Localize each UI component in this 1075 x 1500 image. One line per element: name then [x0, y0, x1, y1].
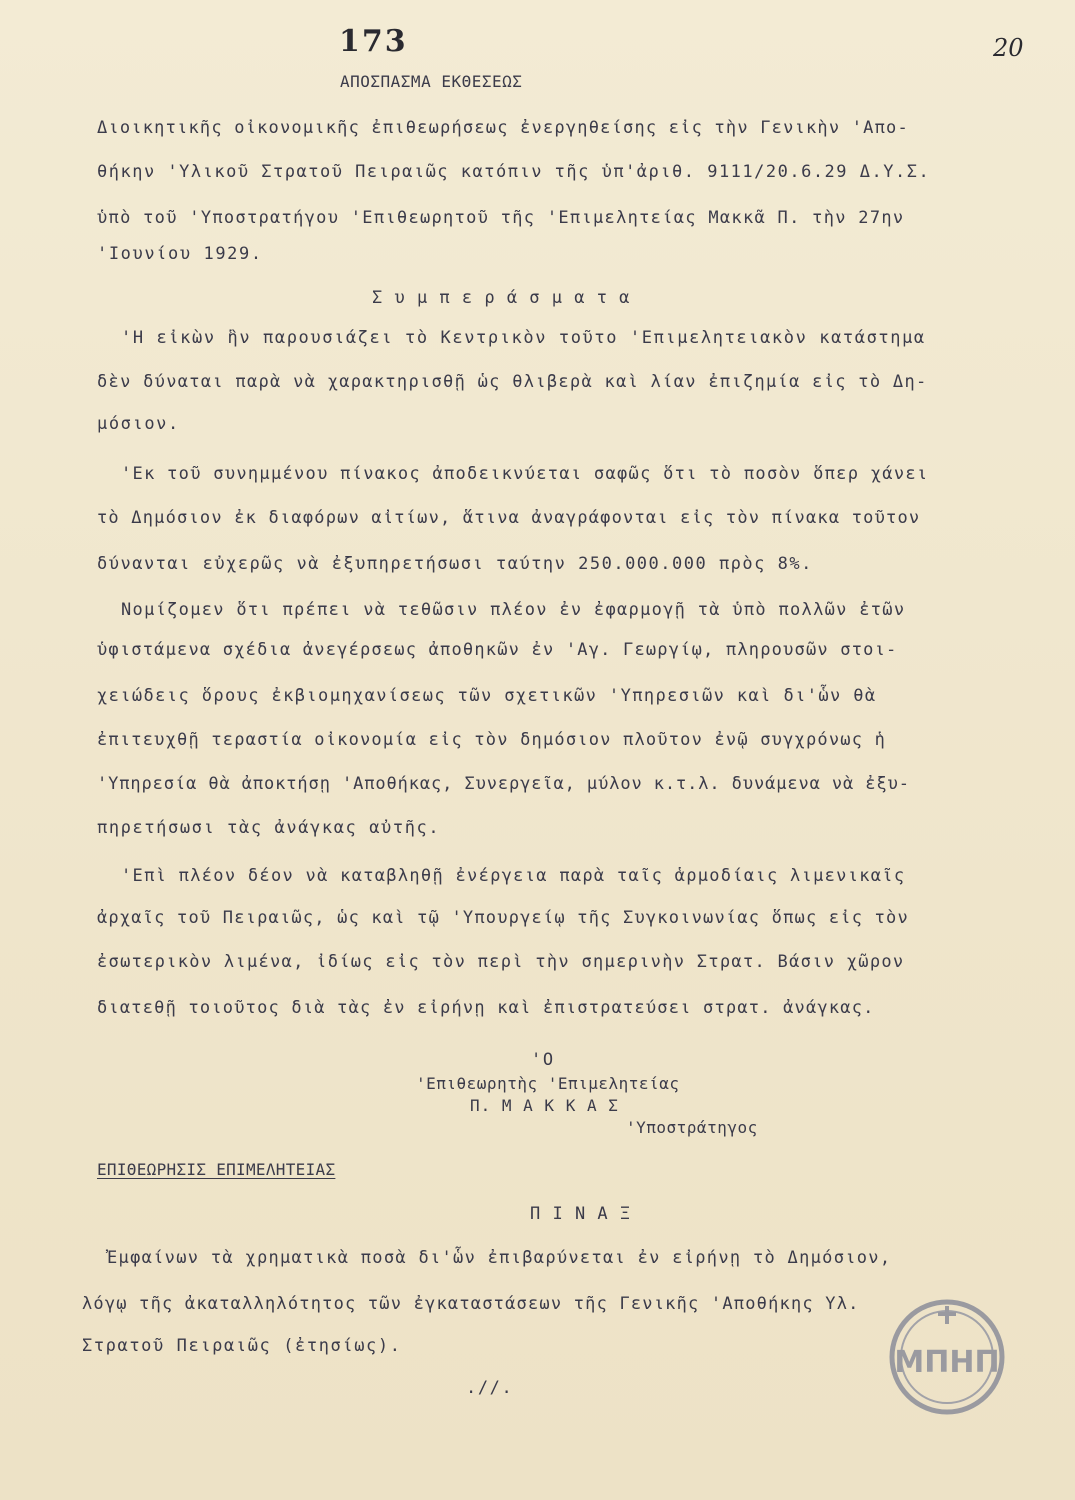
caption-line: Στρατοῦ Πειραιῶς (ἐτησίως).: [82, 1336, 402, 1356]
body-line: τὸ Δημόσιον ἐκ διαφόρων αἰτίων, ἅτινα ἀναγράφονται εἰς τὸν πίνακα τοῦτον: [97, 508, 921, 528]
conclusions-heading: Σ υ μ π ε ρ ά σ μ α τ α: [372, 288, 631, 308]
body-line: ἀρχαῖς τοῦ Πειραιῶς, ὡς καὶ τῷ 'Υπουργείῳ τῆς Συγκοινωνίας ὅπως εἰς τὸν: [97, 908, 909, 928]
intro-line: θήκην 'Υλικοῦ Στρατοῦ Πειραιῶς κατόπιν τῆς ὑπ'ἀριθ. 9111/20.6.29 Δ.Υ.Σ.: [97, 162, 931, 182]
section-label: ΕΠΙΘΕΩΡΗΣΙΣ ΕΠΙΜΕΛΗΤΕΙΑΣ: [97, 1160, 336, 1179]
intro-block: [97, 118, 1037, 268]
body-line: Νομίζομεν ὅτι πρέπει νὰ τεθῶσιν πλέον ἐν ἐφαρμογῇ τὰ ὑπὸ πολλῶν ἐτῶν: [121, 600, 906, 620]
caption-line: λόγῳ τῆς ἀκαταλληλότητος τῶν ἐγκαταστάσεων τῆς Γενικῆς 'Αποθήκης Υλ.: [82, 1294, 860, 1314]
body-line: χειώδεις ὅρους ἐκβιομηχανίσεως τῶν σχετικῶν 'Υπηρεσιῶν καὶ δι'ὧν θὰ: [97, 686, 877, 706]
signature-article: 'Ο: [531, 1050, 555, 1070]
signature-name: Π. Μ Α Κ Κ Α Σ: [470, 1096, 619, 1115]
body-line: μόσιον.: [97, 414, 180, 434]
body-line: 'Υπηρεσία θὰ ἀποκτήσῃ 'Αποθήκας, Συνεργεῖα, μύλον κ.τ.λ. δυνάμενα νὰ ἐξυ-: [97, 774, 910, 794]
table-heading: Π Ι Ν Α Ξ: [530, 1204, 632, 1224]
continuation-mark: .//.: [466, 1378, 514, 1398]
body-line: ὑφιστάμενα σχέδια ἀνεγέρσεως ἀποθηκῶν ἐν 'Αγ. Γεωργίῳ, πληρουσῶν στοι-: [97, 640, 898, 660]
body-line: πηρετήσωσι τὰς ἀνάγκας αὐτῆς.: [97, 818, 441, 838]
signature-rank: 'Υποστράτηγος: [626, 1118, 758, 1137]
body-line: 'Εκ τοῦ συνημμένου πίνακος ἀποδεικνύεται σαφῶς ὅτι τὸ ποσὸν ὅπερ χάνει: [121, 464, 929, 484]
body-line: 'Η εἰκὼν ἣν παρουσιάζει τὸ Κεντρικὸν τοῦτο 'Επιμελητειακὸν κατάστημα: [121, 328, 926, 348]
body-line: ἐσωτερικὸν λιμένα, ἰδίως εἰς τὸν περὶ τὴν σημερινὴν Στρατ. Βάσιν χῶρον: [97, 952, 905, 972]
body-line: δύνανται εὐχερῶς νὰ ἐξυπηρετήσωσι ταύτην 250.000.000 πρὸς 8%.: [97, 554, 813, 574]
seal-icon: [888, 1298, 1006, 1416]
body-text: [97, 328, 1037, 1028]
signature-office: 'Επιθεωρητὴς 'Επιμελητείας: [416, 1074, 680, 1093]
intro-line: Διοικητικῆς οἰκονομικῆς ἐπιθεωρήσεως ἐνεργηθείσης εἰς τὴν Γενικὴν 'Απο-: [97, 118, 909, 138]
body-line: δὲν δύναται παρὰ νὰ χαρακτηρισθῇ ὡς θλιβερὰ καὶ λίαν ἐπιζημία εἰς τὸ Δη-: [97, 372, 928, 392]
stamp-text: ΜΠΗΠ: [894, 1345, 1000, 1380]
document-title: ΑΠΟΣΠΑΣΜΑ ΕΚΘΕΣΕΩΣ: [340, 72, 523, 91]
intro-line: ὑπὸ τοῦ 'Υποστρατήγου 'Επιθεωρητοῦ τῆς 'Επιμελητείας Μακκᾶ Π. τὴν 27ην: [97, 208, 905, 228]
body-line: ἐπιτευχθῇ τεραστία οἰκονομία εἰς τὸν δημόσιον πλοῦτον ἐνῷ συγχρόνως ἡ: [97, 730, 887, 750]
body-line: 'Επὶ πλέον δέον νὰ καταβληθῇ ἐνέργεια παρὰ ταῖς ἁρμοδίαις λιμενικαῖς: [121, 866, 906, 886]
page-number: 173: [339, 24, 408, 59]
caption-line: Ἐμφαίνων τὰ χρηματικὰ ποσὰ δι'ὧν ἐπιβαρύνεται ἐν εἰρήνῃ τὸ Δημόσιον,: [107, 1248, 892, 1268]
intro-line: 'Ιουνίου 1929.: [97, 244, 263, 264]
archive-stamp: [888, 1298, 1006, 1416]
body-line: διατεθῇ τοιοῦτος διὰ τὰς ἐν εἰρήνῃ καὶ ἐπιστρατεύσει στρατ. ἀνάγκας.: [97, 998, 875, 1018]
folio-number: 20: [993, 34, 1024, 62]
